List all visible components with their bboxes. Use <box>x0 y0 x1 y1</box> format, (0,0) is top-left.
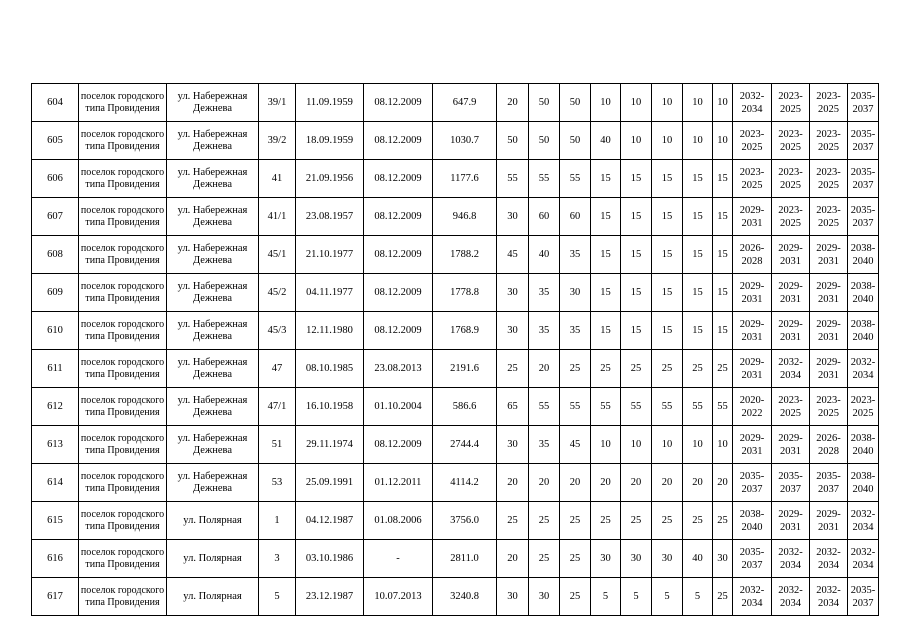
repair-period-cell: 2029-2031 <box>772 312 810 350</box>
repair-period-cell: 2038-2040 <box>848 236 879 274</box>
repair-period-cell: 2023-2025 <box>733 122 772 160</box>
wear-percent-cell: 15 <box>591 236 621 274</box>
street-cell: ул. Набережная Дежнева <box>167 84 259 122</box>
inspection-date-cell: 08.12.2009 <box>364 122 433 160</box>
table-row <box>32 84 879 122</box>
street-cell: ул. Набережная Дежнева <box>167 274 259 312</box>
repair-period-cell: 2038-2040 <box>848 274 879 312</box>
repair-period-cell: 2038-2040 <box>733 502 772 540</box>
repair-period-cell: 2032-2034 <box>772 578 810 616</box>
repair-period-cell: 2035-2037 <box>772 464 810 502</box>
wear-percent-cell: 55 <box>497 160 529 198</box>
repair-period-cell: 2023-2025 <box>810 198 848 236</box>
wear-percent-cell: 15 <box>683 198 713 236</box>
row-number-cell: 614 <box>32 464 79 502</box>
commissioning-date-cell: 08.10.1985 <box>296 350 364 388</box>
repair-period-cell: 2032-2034 <box>810 578 848 616</box>
wear-percent-cell: 55 <box>560 388 591 426</box>
street-cell: ул. Набережная Дежнева <box>167 236 259 274</box>
wear-percent-cell: 20 <box>560 464 591 502</box>
commissioning-date-cell: 12.11.1980 <box>296 312 364 350</box>
row-number-cell: 608 <box>32 236 79 274</box>
wear-percent-cell: 50 <box>529 122 560 160</box>
wear-percent-cell: 10 <box>621 84 652 122</box>
row-number-cell: 611 <box>32 350 79 388</box>
commissioning-date-cell: 11.09.1959 <box>296 84 364 122</box>
wear-percent-cell: 30 <box>497 578 529 616</box>
house-number-cell: 53 <box>259 464 296 502</box>
repair-period-cell: 2032-2034 <box>848 540 879 578</box>
settlement-cell: поселок городского типа Провидения <box>79 160 167 198</box>
repair-period-cell: 2032-2034 <box>772 350 810 388</box>
commissioning-date-cell: 23.08.1957 <box>296 198 364 236</box>
wear-percent-cell: 10 <box>652 426 683 464</box>
wear-percent-cell: 20 <box>652 464 683 502</box>
table-row <box>32 198 879 236</box>
repair-period-cell: 2029-2031 <box>733 198 772 236</box>
inspection-date-cell: 08.12.2009 <box>364 236 433 274</box>
house-number-cell: 47/1 <box>259 388 296 426</box>
repair-period-cell: 2023-2025 <box>810 388 848 426</box>
repair-period-cell: 2032-2034 <box>733 84 772 122</box>
commissioning-date-cell: 18.09.1959 <box>296 122 364 160</box>
wear-percent-cell: 25 <box>560 350 591 388</box>
inspection-date-cell: 01.08.2006 <box>364 502 433 540</box>
settlement-cell: поселок городского типа Провидения <box>79 388 167 426</box>
repair-period-cell: 2029-2031 <box>810 312 848 350</box>
wear-percent-cell: 50 <box>560 122 591 160</box>
wear-percent-cell: 15 <box>683 160 713 198</box>
wear-percent-cell: 10 <box>591 84 621 122</box>
house-number-cell: 1 <box>259 502 296 540</box>
inspection-date-cell: 23.08.2013 <box>364 350 433 388</box>
commissioning-date-cell: 16.10.1958 <box>296 388 364 426</box>
street-cell: ул. Набережная Дежнева <box>167 350 259 388</box>
wear-percent-cell: 25 <box>591 502 621 540</box>
repair-period-cell: 2032-2034 <box>733 578 772 616</box>
area-cell: 1030.7 <box>433 122 497 160</box>
wear-percent-cell: 55 <box>560 160 591 198</box>
table-row <box>32 122 879 160</box>
street-cell: ул. Набережная Дежнева <box>167 426 259 464</box>
repair-period-cell: 2029-2031 <box>810 350 848 388</box>
wear-percent-cell: 55 <box>652 388 683 426</box>
wear-percent-cell: 15 <box>591 312 621 350</box>
wear-percent-cell: 55 <box>529 388 560 426</box>
wear-percent-cell: 20 <box>497 84 529 122</box>
area-cell: 586.6 <box>433 388 497 426</box>
inspection-date-cell: 08.12.2009 <box>364 160 433 198</box>
wear-percent-cell: 30 <box>497 274 529 312</box>
wear-percent-cell: 5 <box>591 578 621 616</box>
settlement-cell: поселок городского типа Провидения <box>79 578 167 616</box>
area-cell: 2811.0 <box>433 540 497 578</box>
repair-period-cell: 2023-2025 <box>772 160 810 198</box>
wear-percent-cell: 15 <box>621 160 652 198</box>
commissioning-date-cell: 25.09.1991 <box>296 464 364 502</box>
wear-percent-cell: 25 <box>560 578 591 616</box>
wear-percent-cell: 25 <box>497 350 529 388</box>
repair-period-cell: 2029-2031 <box>772 502 810 540</box>
wear-percent-cell: 15 <box>683 236 713 274</box>
wear-percent-cell: 10 <box>683 122 713 160</box>
repair-period-cell: 2038-2040 <box>848 312 879 350</box>
wear-percent-cell: 25 <box>621 350 652 388</box>
commissioning-date-cell: 03.10.1986 <box>296 540 364 578</box>
area-cell: 3240.8 <box>433 578 497 616</box>
area-cell: 1177.6 <box>433 160 497 198</box>
area-cell: 946.8 <box>433 198 497 236</box>
wear-percent-cell: 50 <box>529 84 560 122</box>
table-row <box>32 274 879 312</box>
repair-period-cell: 2032-2034 <box>848 350 879 388</box>
wear-percent-cell: 15 <box>713 312 733 350</box>
repair-period-cell: 2035-2037 <box>848 122 879 160</box>
wear-percent-cell: 25 <box>560 540 591 578</box>
row-number-cell: 606 <box>32 160 79 198</box>
table-row <box>32 502 879 540</box>
wear-percent-cell: 15 <box>713 198 733 236</box>
inspection-date-cell: 10.07.2013 <box>364 578 433 616</box>
table-row <box>32 350 879 388</box>
area-cell: 1778.8 <box>433 274 497 312</box>
repair-period-cell: 2035-2037 <box>848 198 879 236</box>
commissioning-date-cell: 21.10.1977 <box>296 236 364 274</box>
settlement-cell: поселок городского типа Провидения <box>79 84 167 122</box>
repair-period-cell: 2023-2025 <box>772 84 810 122</box>
wear-percent-cell: 15 <box>591 160 621 198</box>
repair-period-cell: 2032-2034 <box>810 540 848 578</box>
repair-period-cell: 2029-2031 <box>772 274 810 312</box>
house-number-cell: 51 <box>259 426 296 464</box>
wear-percent-cell: 30 <box>497 426 529 464</box>
wear-percent-cell: 15 <box>652 236 683 274</box>
wear-percent-cell: 15 <box>713 274 733 312</box>
wear-percent-cell: 15 <box>621 312 652 350</box>
table-row <box>32 160 879 198</box>
house-number-cell: 41 <box>259 160 296 198</box>
inspection-date-cell: 08.12.2009 <box>364 84 433 122</box>
wear-percent-cell: 25 <box>713 350 733 388</box>
house-number-cell: 39/2 <box>259 122 296 160</box>
street-cell: ул. Полярная <box>167 540 259 578</box>
wear-percent-cell: 25 <box>497 502 529 540</box>
repair-period-cell: 2035-2037 <box>848 578 879 616</box>
commissioning-date-cell: 23.12.1987 <box>296 578 364 616</box>
house-number-cell: 5 <box>259 578 296 616</box>
wear-percent-cell: 30 <box>529 578 560 616</box>
wear-percent-cell: 5 <box>652 578 683 616</box>
table-row <box>32 312 879 350</box>
wear-percent-cell: 20 <box>621 464 652 502</box>
wear-percent-cell: 25 <box>560 502 591 540</box>
row-number-cell: 612 <box>32 388 79 426</box>
house-number-cell: 45/2 <box>259 274 296 312</box>
repair-period-cell: 2035-2037 <box>733 540 772 578</box>
inspection-date-cell: 08.12.2009 <box>364 198 433 236</box>
wear-percent-cell: 30 <box>497 312 529 350</box>
wear-percent-cell: 10 <box>591 426 621 464</box>
wear-percent-cell: 5 <box>683 578 713 616</box>
row-number-cell: 609 <box>32 274 79 312</box>
settlement-cell: поселок городского типа Провидения <box>79 312 167 350</box>
repair-period-cell: 2023-2025 <box>810 84 848 122</box>
wear-percent-cell: 25 <box>529 502 560 540</box>
inspection-date-cell: 08.12.2009 <box>364 274 433 312</box>
wear-percent-cell: 25 <box>652 350 683 388</box>
wear-percent-cell: 30 <box>652 540 683 578</box>
wear-percent-cell: 25 <box>621 502 652 540</box>
wear-percent-cell: 25 <box>529 540 560 578</box>
wear-percent-cell: 10 <box>713 426 733 464</box>
wear-percent-cell: 10 <box>621 122 652 160</box>
wear-percent-cell: 15 <box>591 198 621 236</box>
row-number-cell: 607 <box>32 198 79 236</box>
street-cell: ул. Набережная Дежнева <box>167 198 259 236</box>
house-number-cell: 45/1 <box>259 236 296 274</box>
inspection-date-cell: 08.12.2009 <box>364 312 433 350</box>
wear-percent-cell: 20 <box>591 464 621 502</box>
wear-percent-cell: 15 <box>621 274 652 312</box>
wear-percent-cell: 10 <box>713 84 733 122</box>
wear-percent-cell: 15 <box>621 198 652 236</box>
house-number-cell: 41/1 <box>259 198 296 236</box>
street-cell: ул. Полярная <box>167 578 259 616</box>
repair-period-cell: 2023-2025 <box>772 198 810 236</box>
repair-period-cell: 2029-2031 <box>733 312 772 350</box>
wear-percent-cell: 30 <box>713 540 733 578</box>
settlement-cell: поселок городского типа Провидения <box>79 350 167 388</box>
repair-period-cell: 2023-2025 <box>810 160 848 198</box>
wear-percent-cell: 15 <box>652 160 683 198</box>
area-cell: 2191.6 <box>433 350 497 388</box>
wear-percent-cell: 20 <box>497 540 529 578</box>
row-number-cell: 604 <box>32 84 79 122</box>
wear-percent-cell: 20 <box>529 464 560 502</box>
repair-period-cell: 2026-2028 <box>733 236 772 274</box>
commissioning-date-cell: 21.09.1956 <box>296 160 364 198</box>
repair-period-cell: 2038-2040 <box>848 464 879 502</box>
wear-percent-cell: 15 <box>652 198 683 236</box>
wear-percent-cell: 15 <box>591 274 621 312</box>
wear-percent-cell: 25 <box>652 502 683 540</box>
wear-percent-cell: 40 <box>591 122 621 160</box>
row-number-cell: 605 <box>32 122 79 160</box>
commissioning-date-cell: 04.11.1977 <box>296 274 364 312</box>
wear-percent-cell: 10 <box>652 84 683 122</box>
repair-period-cell: 2032-2034 <box>772 540 810 578</box>
repair-period-cell: 2029-2031 <box>733 274 772 312</box>
wear-percent-cell: 10 <box>683 426 713 464</box>
settlement-cell: поселок городского типа Провидения <box>79 540 167 578</box>
row-number-cell: 613 <box>32 426 79 464</box>
wear-percent-cell: 35 <box>529 274 560 312</box>
wear-percent-cell: 20 <box>683 464 713 502</box>
wear-percent-cell: 35 <box>529 312 560 350</box>
repair-period-cell: 2029-2031 <box>810 502 848 540</box>
settlement-cell: поселок городского типа Провидения <box>79 274 167 312</box>
settlement-cell: поселок городского типа Провидения <box>79 122 167 160</box>
repair-period-cell: 2023-2025 <box>810 122 848 160</box>
row-number-cell: 615 <box>32 502 79 540</box>
street-cell: ул. Полярная <box>167 502 259 540</box>
inspection-date-cell: 01.10.2004 <box>364 388 433 426</box>
settlement-cell: поселок городского типа Провидения <box>79 198 167 236</box>
table-row <box>32 426 879 464</box>
wear-percent-cell: 10 <box>713 122 733 160</box>
wear-percent-cell: 15 <box>652 274 683 312</box>
settlement-cell: поселок городского типа Провидения <box>79 236 167 274</box>
inspection-date-cell: 01.12.2011 <box>364 464 433 502</box>
row-number-cell: 616 <box>32 540 79 578</box>
wear-percent-cell: 55 <box>683 388 713 426</box>
table-row <box>32 578 879 616</box>
table-row <box>32 540 879 578</box>
area-cell: 2744.4 <box>433 426 497 464</box>
commissioning-date-cell: 29.11.1974 <box>296 426 364 464</box>
repair-period-cell: 2029-2031 <box>810 274 848 312</box>
wear-percent-cell: 15 <box>621 236 652 274</box>
repair-period-cell: 2029-2031 <box>733 426 772 464</box>
wear-percent-cell: 35 <box>529 426 560 464</box>
repair-period-cell: 2032-2034 <box>848 502 879 540</box>
repair-period-cell: 2029-2031 <box>733 350 772 388</box>
wear-percent-cell: 30 <box>621 540 652 578</box>
repair-period-cell: 2026-2028 <box>810 426 848 464</box>
wear-percent-cell: 15 <box>713 160 733 198</box>
table-row <box>32 236 879 274</box>
area-cell: 647.9 <box>433 84 497 122</box>
wear-percent-cell: 30 <box>560 274 591 312</box>
settlement-cell: поселок городского типа Провидения <box>79 426 167 464</box>
house-number-cell: 3 <box>259 540 296 578</box>
area-cell: 1768.9 <box>433 312 497 350</box>
wear-percent-cell: 40 <box>529 236 560 274</box>
wear-percent-cell: 15 <box>683 312 713 350</box>
area-cell: 3756.0 <box>433 502 497 540</box>
street-cell: ул. Набережная Дежнева <box>167 160 259 198</box>
wear-percent-cell: 15 <box>713 236 733 274</box>
wear-percent-cell: 10 <box>652 122 683 160</box>
repair-period-cell: 2023-2025 <box>848 388 879 426</box>
wear-percent-cell: 10 <box>683 84 713 122</box>
street-cell: ул. Набережная Дежнева <box>167 312 259 350</box>
repair-period-cell: 2035-2037 <box>848 160 879 198</box>
repair-period-cell: 2035-2037 <box>733 464 772 502</box>
wear-percent-cell: 25 <box>713 502 733 540</box>
wear-percent-cell: 55 <box>713 388 733 426</box>
repair-period-cell: 2023-2025 <box>733 160 772 198</box>
wear-percent-cell: 25 <box>683 502 713 540</box>
housing-registry-table <box>31 83 879 616</box>
wear-percent-cell: 35 <box>560 236 591 274</box>
wear-percent-cell: 55 <box>621 388 652 426</box>
settlement-cell: поселок городского типа Провидения <box>79 464 167 502</box>
inspection-date-cell: - <box>364 540 433 578</box>
inspection-date-cell: 08.12.2009 <box>364 426 433 464</box>
wear-percent-cell: 20 <box>497 464 529 502</box>
street-cell: ул. Набережная Дежнева <box>167 388 259 426</box>
wear-percent-cell: 5 <box>621 578 652 616</box>
repair-period-cell: 2023-2025 <box>772 122 810 160</box>
wear-percent-cell: 10 <box>621 426 652 464</box>
street-cell: ул. Набережная Дежнева <box>167 122 259 160</box>
wear-percent-cell: 60 <box>560 198 591 236</box>
wear-percent-cell: 45 <box>497 236 529 274</box>
wear-percent-cell: 15 <box>683 274 713 312</box>
repair-period-cell: 2035-2037 <box>848 84 879 122</box>
wear-percent-cell: 40 <box>683 540 713 578</box>
row-number-cell: 610 <box>32 312 79 350</box>
table-row <box>32 464 879 502</box>
wear-percent-cell: 45 <box>560 426 591 464</box>
house-number-cell: 47 <box>259 350 296 388</box>
wear-percent-cell: 30 <box>591 540 621 578</box>
repair-period-cell: 2023-2025 <box>772 388 810 426</box>
wear-percent-cell: 55 <box>591 388 621 426</box>
commissioning-date-cell: 04.12.1987 <box>296 502 364 540</box>
wear-percent-cell: 25 <box>683 350 713 388</box>
repair-period-cell: 2035-2037 <box>810 464 848 502</box>
wear-percent-cell: 30 <box>497 198 529 236</box>
wear-percent-cell: 25 <box>713 578 733 616</box>
repair-period-cell: 2029-2031 <box>810 236 848 274</box>
wear-percent-cell: 20 <box>529 350 560 388</box>
repair-period-cell: 2029-2031 <box>772 236 810 274</box>
house-number-cell: 45/3 <box>259 312 296 350</box>
repair-period-cell: 2020-2022 <box>733 388 772 426</box>
wear-percent-cell: 20 <box>713 464 733 502</box>
area-cell: 4114.2 <box>433 464 497 502</box>
wear-percent-cell: 55 <box>529 160 560 198</box>
row-number-cell: 617 <box>32 578 79 616</box>
wear-percent-cell: 60 <box>529 198 560 236</box>
table-row <box>32 388 879 426</box>
wear-percent-cell: 50 <box>560 84 591 122</box>
street-cell: ул. Набережная Дежнева <box>167 464 259 502</box>
wear-percent-cell: 65 <box>497 388 529 426</box>
wear-percent-cell: 35 <box>560 312 591 350</box>
wear-percent-cell: 25 <box>591 350 621 388</box>
house-number-cell: 39/1 <box>259 84 296 122</box>
wear-percent-cell: 50 <box>497 122 529 160</box>
area-cell: 1788.2 <box>433 236 497 274</box>
repair-period-cell: 2038-2040 <box>848 426 879 464</box>
wear-percent-cell: 15 <box>652 312 683 350</box>
settlement-cell: поселок городского типа Провидения <box>79 502 167 540</box>
repair-period-cell: 2029-2031 <box>772 426 810 464</box>
